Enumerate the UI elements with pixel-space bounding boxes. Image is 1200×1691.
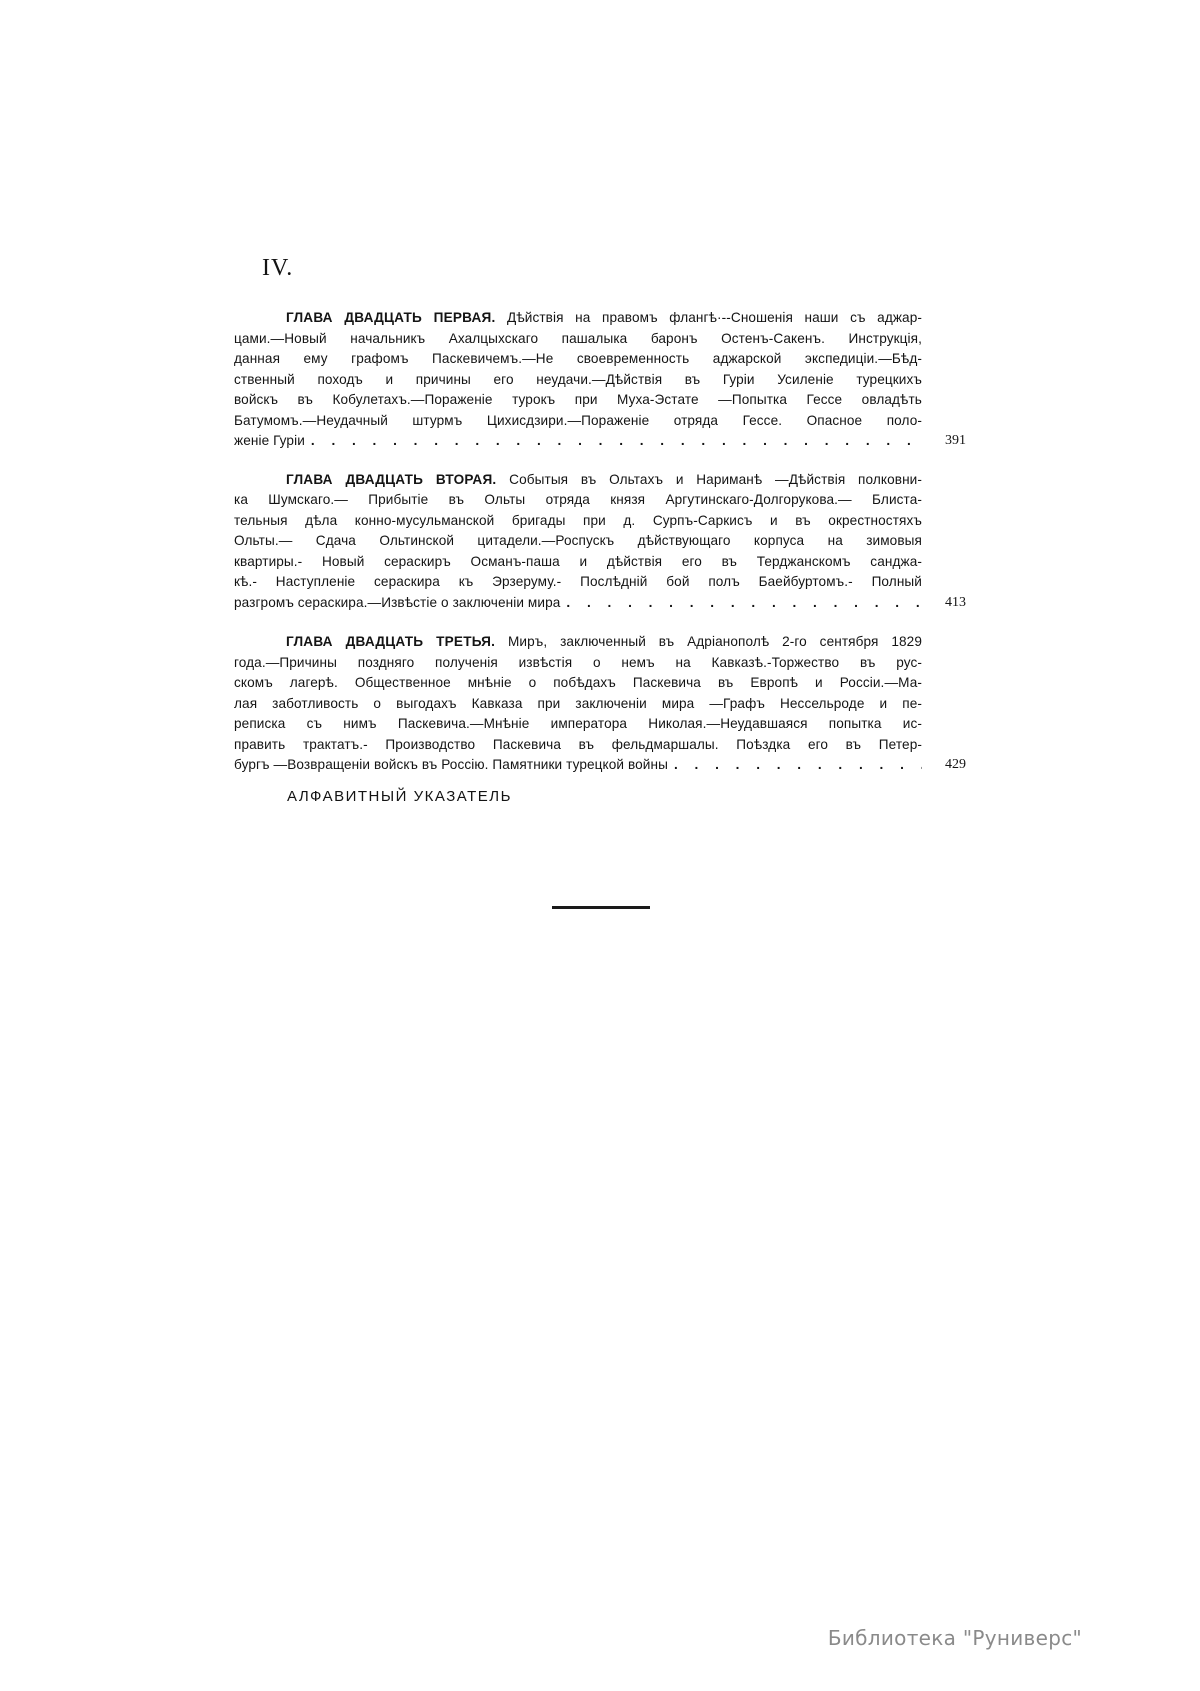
entry-line: тельныя дѣла конно-мусульманской бригады при д. Сурпъ-Саркисъ и въ окрестностяхъ xyxy=(234,512,922,528)
entry-text: Миръ, заключенный въ Адріанополѣ 2-го сентября 1829 xyxy=(507,634,922,649)
entry-line: года.—Причины поздняго полученія извѣстія о немъ на Кавказѣ.-Торжество въ рус- xyxy=(234,654,922,670)
entry-line: цами.—Новый начальникъ Ахалцыхскаго пашалыка баронъ Остенъ-Сакенъ. Инструкція, xyxy=(234,330,922,346)
entry-line xyxy=(234,308,922,329)
page-number: 429 xyxy=(945,757,966,772)
entry-line: данная ему графомъ Паскевичемъ.—Не своевременность аджарской экспедиціи.—Бѣд- xyxy=(234,351,922,366)
toc-entry-chapter-21 xyxy=(234,308,966,452)
toc-entry-chapter-22 xyxy=(234,470,966,614)
entry-line: ственный походъ и причины его неудачи.—Дѣйствія въ Гуріи Усиленіе турецкихъ xyxy=(234,371,922,387)
entry-line xyxy=(234,470,922,491)
entry-line: войскъ въ Кобулетахъ.—Пораженіе турокъ при Муха-Эстате —Попытка Гессе овладѣть xyxy=(234,392,922,407)
library-watermark: Библиотека "Руниверс" xyxy=(827,1626,1082,1650)
entry-text: бургъ —Возвращеніи войскъ въ Россію. Памятники турецкой войны xyxy=(234,757,668,772)
section-divider xyxy=(552,906,650,909)
entry-line: скомъ лагерѣ. Общественное мнѣніе о побѣдахъ Паскевича въ Европѣ и Россіи.—Ма- xyxy=(234,675,922,690)
chapter-heading: ГЛАВА ДВАДЦАТЬ ПЕРВАЯ. xyxy=(286,310,496,325)
toc-entry-chapter-23 xyxy=(234,632,966,776)
chapter-heading: ГЛАВА ДВАДЦАТЬ ВТОРАЯ. xyxy=(286,471,497,487)
entry-line: квартиры.- Новый сераскиръ Османъ-паша и дѣйствія его въ Терджанскомъ санджа- xyxy=(234,553,922,569)
entry-text: Событыя въ Ольтахъ и Нариманѣ —Дѣйствія полковни- xyxy=(509,471,922,487)
page-number: 413 xyxy=(945,594,966,610)
entry-line: ка Шумскаго.— Прибытіе въ Ольты отряда князя Аргутинскаго-Долгорукова.— Блиста- xyxy=(234,492,922,507)
entry-line xyxy=(234,632,922,653)
entry-line: лая заботливость о выгодахъ Кавказа при заключеніи мира —Графъ Нессельроде и пе- xyxy=(234,695,922,711)
index-title: АЛФАВИТНЫЙ УКАЗАТЕЛЬ xyxy=(287,788,512,805)
entry-line: реписка съ нимъ Паскевича.—Мнѣніе императора Николая.—Неудавшаяся попытка ис- xyxy=(234,716,922,731)
entry-line: Ольты.— Сдача Ольтинской цитадели.—Роспускъ дѣйствующаго корпуса на зимовыя xyxy=(234,533,922,548)
entry-line xyxy=(234,755,922,776)
entry-line: кѣ.- Наступленіе сераскира къ Эрзеруму.- Послѣдній бой полъ Баейбуртомъ.- Полный xyxy=(234,574,922,589)
table-of-contents xyxy=(234,308,964,776)
entry-line: править трактатъ.- Производство Паскевича въ фельдмаршалы. Поѣздка его въ Петер- xyxy=(234,736,922,752)
entry-text: женіе Гуріи xyxy=(234,433,305,448)
page-number-roman: IV. xyxy=(262,255,294,281)
entry-line: Батумомъ.—Неудачный штурмъ Цихисдзири.—Пораженіе отряда Гессе. Опасное поло- xyxy=(234,412,922,428)
dot-leader xyxy=(674,755,922,776)
entry-line xyxy=(234,431,922,452)
entry-text: разгромъ сераскира.—Извѣстіе о заключеніи мира xyxy=(234,594,561,610)
entry-text: Дѣйствія на правомъ флангѣ·--Сношенія наши съ аджар- xyxy=(507,310,922,325)
dot-leader xyxy=(311,431,922,452)
chapter-heading: ГЛАВА ДВАДЦАТЬ ТРЕТЬЯ. xyxy=(286,634,496,649)
entry-line xyxy=(234,593,922,614)
page-number: 391 xyxy=(945,433,966,448)
dot-leader xyxy=(566,593,922,614)
